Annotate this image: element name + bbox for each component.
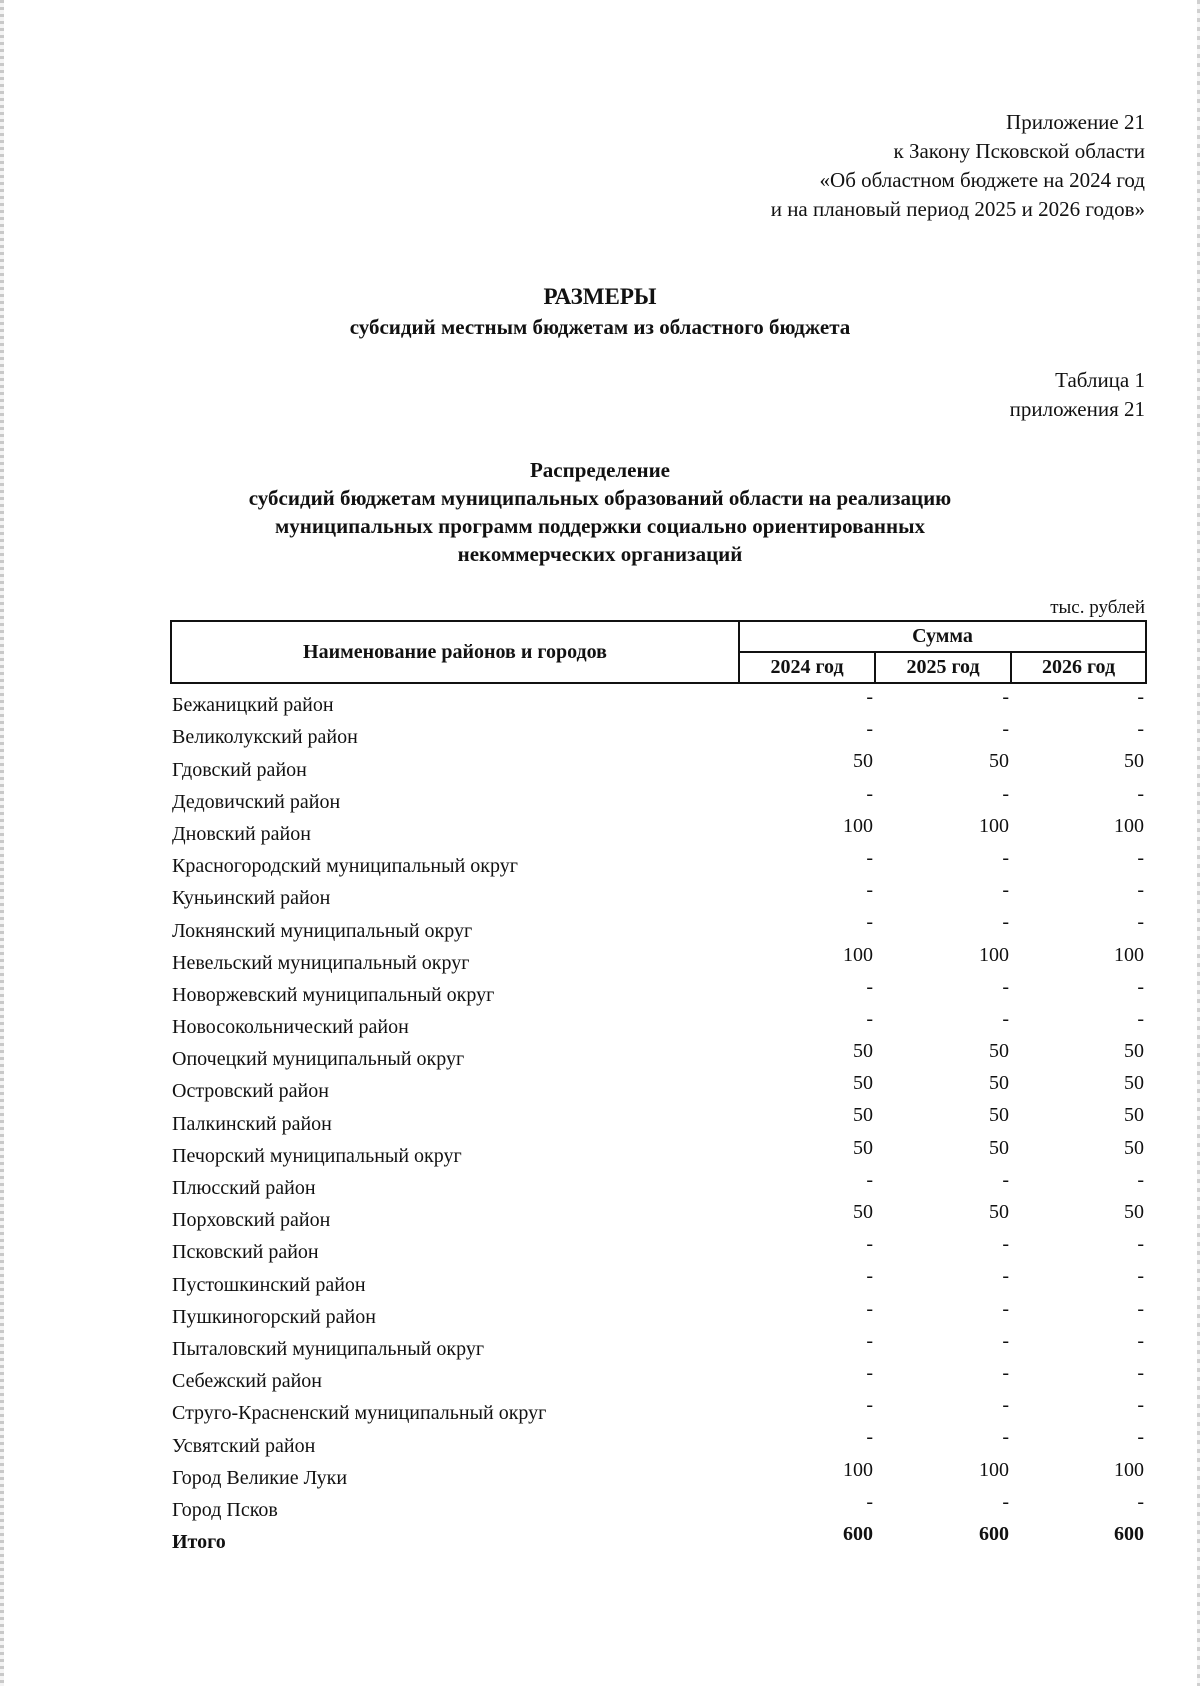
table-row bbox=[171, 1296, 1146, 1328]
value-2026: 100 bbox=[1114, 943, 1145, 966]
table-row bbox=[171, 1392, 1146, 1424]
value-2024: 50 bbox=[853, 1136, 873, 1159]
value-2024: - bbox=[866, 1265, 873, 1288]
value-2026: - bbox=[1137, 718, 1145, 741]
annex-line-2: к Закону Псковской области bbox=[893, 139, 1145, 163]
table-row bbox=[171, 942, 1146, 974]
value-2025: - bbox=[1002, 1361, 1009, 1384]
table-row bbox=[171, 748, 1146, 780]
value-2024: - bbox=[866, 1329, 873, 1352]
value-2026: - bbox=[1137, 1265, 1145, 1288]
table-row bbox=[171, 845, 1146, 877]
value-2026: 50 bbox=[1124, 1072, 1145, 1095]
value-2025: - bbox=[1002, 846, 1009, 869]
table-row bbox=[171, 974, 1146, 1006]
value-2026: - bbox=[1137, 975, 1145, 998]
municipality-name: Печорский муниципальный округ bbox=[172, 1144, 462, 1167]
value-2024: 100 bbox=[843, 1458, 873, 1481]
value-2024: - bbox=[866, 846, 873, 869]
value-2025: - bbox=[1002, 686, 1009, 708]
value-2024: - bbox=[866, 782, 873, 805]
value-2025: - bbox=[1002, 975, 1009, 998]
distribution-line-3: муниципальных программ поддержки социально ориентированных bbox=[274, 514, 926, 538]
table-row bbox=[171, 1424, 1146, 1456]
value-2025: - bbox=[1002, 782, 1009, 805]
value-2026: 100 bbox=[1114, 1458, 1145, 1481]
table-row bbox=[171, 1263, 1146, 1295]
value-2025: 100 bbox=[979, 943, 1009, 966]
value-2026: - bbox=[1137, 782, 1145, 805]
value-2025: - bbox=[1002, 1394, 1009, 1417]
table-row bbox=[171, 1006, 1146, 1038]
value-2026: - bbox=[1137, 1233, 1145, 1256]
table-row bbox=[171, 1038, 1146, 1070]
document-subheading: субсидий местным бюджетам из областного бюджета bbox=[349, 315, 851, 339]
municipality-name: Дедовичский район bbox=[172, 790, 341, 813]
municipality-name: Гдовский район bbox=[172, 758, 307, 781]
value-2024: - bbox=[866, 1168, 873, 1191]
value-2025: 600 bbox=[979, 1522, 1009, 1545]
annex-line-1: Приложение 21 bbox=[1006, 110, 1145, 134]
table-row bbox=[171, 781, 1146, 813]
table-row bbox=[171, 1167, 1146, 1199]
value-2025: - bbox=[1002, 911, 1009, 934]
municipality-name: Усвятский район bbox=[172, 1434, 316, 1457]
value-2025: 50 bbox=[989, 1040, 1009, 1063]
table-row bbox=[171, 1328, 1146, 1360]
table-row bbox=[171, 716, 1146, 748]
municipality-name: Красногородский муниципальный округ bbox=[172, 855, 518, 878]
municipality-name: Плюсский район bbox=[172, 1177, 316, 1199]
value-2024: - bbox=[866, 879, 873, 902]
municipality-name: Опочецкий муниципальный округ bbox=[172, 1048, 465, 1071]
municipality-name: Бежаницкий район bbox=[172, 694, 334, 717]
column-header-year: 2024 год bbox=[739, 652, 875, 683]
value-2024: - bbox=[866, 1233, 873, 1256]
value-2026: 600 bbox=[1114, 1522, 1145, 1545]
municipality-name: Невельский муниципальный округ bbox=[172, 951, 470, 974]
value-2026: 50 bbox=[1124, 750, 1145, 773]
municipality-name: Псковский район bbox=[172, 1241, 319, 1264]
municipality-name: Пушкиногорский район bbox=[172, 1305, 376, 1328]
column-header-year: 2025 год bbox=[875, 652, 1011, 683]
table-reference bbox=[1010, 366, 1145, 424]
municipality-name: Струго-Красненский муниципальный округ bbox=[172, 1402, 547, 1425]
value-2026: 50 bbox=[1124, 1040, 1145, 1063]
value-2026: - bbox=[1137, 1490, 1145, 1513]
municipality-name: Пыталовский муниципальный округ bbox=[172, 1337, 485, 1360]
value-2024: - bbox=[866, 975, 873, 998]
distribution-title bbox=[0, 456, 1200, 568]
municipality-name: Островский район bbox=[172, 1080, 329, 1103]
value-2024: - bbox=[866, 1007, 873, 1030]
scan-edge-left bbox=[0, 0, 4, 1686]
municipality-name: Порховский район bbox=[172, 1209, 331, 1232]
table-row bbox=[171, 1360, 1146, 1392]
municipality-name: Куньинский район bbox=[172, 887, 331, 910]
value-2025: 50 bbox=[989, 1104, 1009, 1127]
municipality-name: Пустошкинский район bbox=[172, 1273, 366, 1296]
value-2024: 50 bbox=[853, 1201, 873, 1223]
annex-line-4: и на плановый период 2025 и 2026 годов» bbox=[770, 197, 1145, 221]
distribution-line-2: субсидий бюджетам муниципальных образований области на реализацию bbox=[248, 486, 952, 510]
unit-label: тыс. рублей bbox=[1050, 597, 1145, 618]
value-2026: - bbox=[1137, 1168, 1145, 1191]
value-2026: - bbox=[1137, 1329, 1145, 1352]
total-label: Итого bbox=[172, 1531, 226, 1554]
document-heading: РАЗМЕРЫ bbox=[543, 284, 657, 309]
value-2025: 50 bbox=[989, 1072, 1009, 1095]
table-row bbox=[171, 1489, 1146, 1521]
value-2025: - bbox=[1002, 1168, 1009, 1191]
value-2025: 50 bbox=[989, 1136, 1009, 1159]
subsidy-table bbox=[170, 620, 1147, 1553]
value-2026: - bbox=[1137, 1297, 1145, 1320]
distribution-line-1: Распределение bbox=[529, 458, 671, 482]
municipality-name: Локнянский муниципальный округ bbox=[172, 919, 473, 942]
table-reference-line-2: приложения 21 bbox=[1009, 397, 1145, 421]
table-row bbox=[171, 1231, 1146, 1263]
column-header-sum: Сумма bbox=[739, 621, 1146, 652]
value-2024: - bbox=[866, 1361, 873, 1384]
value-2025: - bbox=[1002, 1007, 1009, 1030]
municipality-name: Новоржевский муниципальный округ bbox=[172, 983, 495, 1006]
value-2024: 100 bbox=[843, 943, 873, 966]
municipality-name: Новосокольнический район bbox=[172, 1016, 409, 1039]
value-2025: - bbox=[1002, 879, 1009, 902]
column-header-name: Наименование районов и городов bbox=[171, 621, 739, 683]
table-row bbox=[171, 877, 1146, 909]
table-row bbox=[171, 683, 1146, 716]
value-2026: - bbox=[1137, 1007, 1145, 1030]
value-2025: - bbox=[1002, 718, 1009, 741]
table-row bbox=[171, 1135, 1146, 1167]
value-2026: - bbox=[1137, 911, 1145, 934]
document-title bbox=[0, 282, 1200, 342]
annex-header bbox=[771, 108, 1145, 224]
value-2026: - bbox=[1137, 686, 1145, 708]
value-2025: 50 bbox=[989, 1201, 1009, 1223]
table-row bbox=[171, 1070, 1146, 1102]
value-2024: 50 bbox=[853, 1104, 873, 1127]
municipality-name: Палкинский район bbox=[172, 1112, 332, 1135]
value-2024: - bbox=[866, 718, 873, 741]
column-header-year: 2026 год bbox=[1011, 652, 1146, 683]
value-2025: - bbox=[1002, 1329, 1009, 1352]
value-2024: 600 bbox=[843, 1522, 873, 1545]
value-2026: - bbox=[1137, 1361, 1145, 1384]
municipality-name: Великолукский район bbox=[172, 726, 358, 749]
value-2024: - bbox=[866, 1394, 873, 1417]
value-2025: - bbox=[1002, 1233, 1009, 1256]
value-2025: - bbox=[1002, 1426, 1009, 1449]
value-2024: 100 bbox=[843, 814, 873, 837]
value-2025: 100 bbox=[979, 814, 1009, 837]
value-2024: - bbox=[866, 1490, 873, 1513]
table-row bbox=[171, 1102, 1146, 1134]
municipality-name: Себежский район bbox=[172, 1370, 322, 1393]
annex-line-3: «Об областном бюджете на 2024 год bbox=[819, 168, 1145, 192]
value-2025: - bbox=[1002, 1490, 1009, 1513]
value-2026: - bbox=[1137, 1426, 1145, 1449]
value-2026: - bbox=[1137, 879, 1145, 902]
value-2025: 100 bbox=[979, 1458, 1009, 1481]
value-2026: 50 bbox=[1124, 1104, 1145, 1127]
value-2024: - bbox=[866, 1297, 873, 1320]
value-2025: - bbox=[1002, 1297, 1009, 1320]
value-2026: - bbox=[1137, 846, 1145, 869]
municipality-name: Город Псков bbox=[172, 1498, 278, 1521]
value-2025: - bbox=[1002, 1265, 1009, 1288]
table-body bbox=[171, 683, 1146, 1553]
value-2024: - bbox=[866, 1426, 873, 1449]
value-2026: - bbox=[1137, 1394, 1145, 1417]
table-reference-line-1: Таблица 1 bbox=[1055, 368, 1145, 392]
distribution-line-4: некоммерческих организаций bbox=[457, 542, 743, 566]
total-row bbox=[171, 1521, 1146, 1553]
value-2026: 50 bbox=[1124, 1136, 1145, 1159]
value-2024: - bbox=[866, 686, 873, 708]
municipality-name: Город Великие Луки bbox=[172, 1466, 348, 1489]
table-row bbox=[171, 909, 1146, 941]
municipality-name: Дновский район bbox=[172, 822, 311, 845]
value-2026: 50 bbox=[1124, 1201, 1145, 1223]
value-2024: - bbox=[866, 911, 873, 934]
value-2024: 50 bbox=[853, 750, 873, 773]
value-2025: 50 bbox=[989, 750, 1009, 773]
table-row bbox=[171, 813, 1146, 845]
table-row bbox=[171, 1457, 1146, 1489]
table-row bbox=[171, 1199, 1146, 1231]
value-2024: 50 bbox=[853, 1072, 873, 1095]
value-2026: 100 bbox=[1114, 814, 1145, 837]
value-2024: 50 bbox=[853, 1040, 873, 1063]
